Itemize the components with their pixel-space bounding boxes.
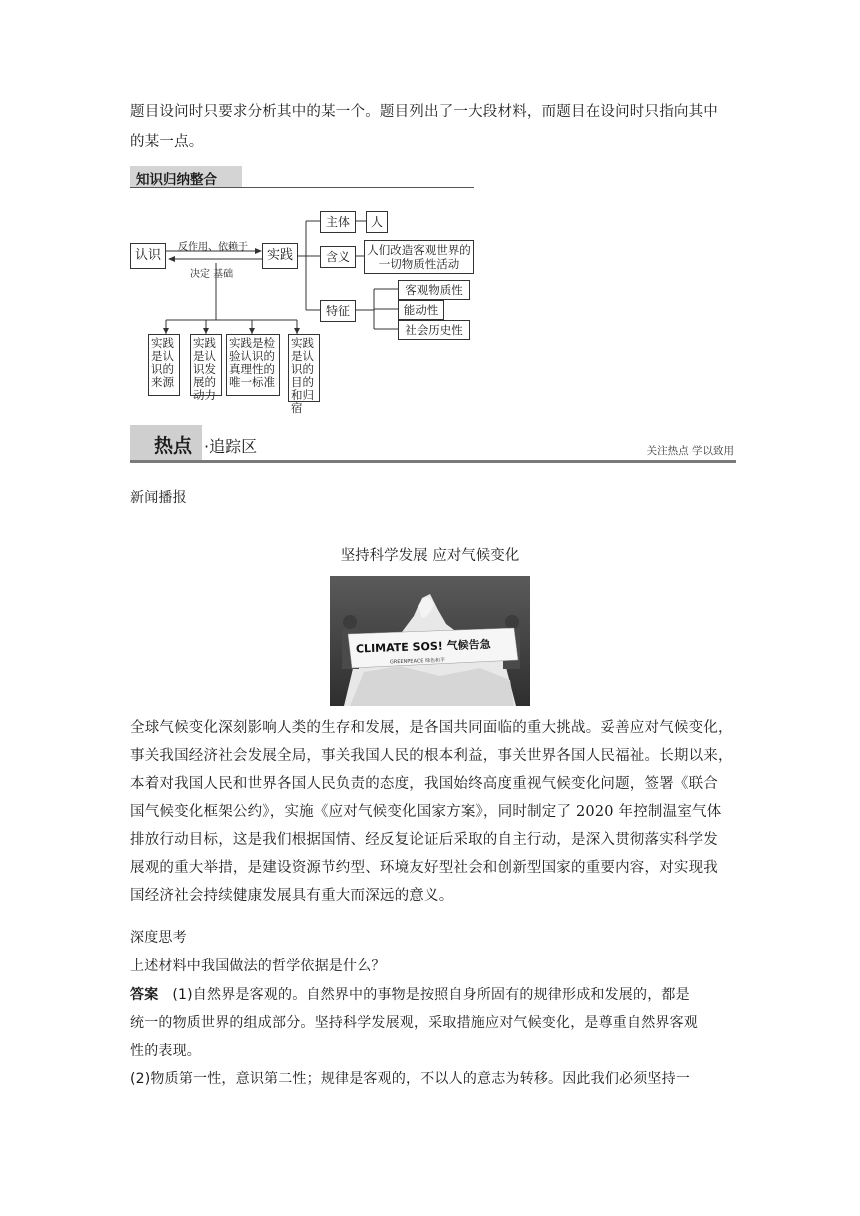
news-photo: [330, 576, 530, 706]
body-line-3: 本着对我国人民和世界各国人民负责的态度，我国始终高度重视气候变化问题，签署《联合: [130, 776, 718, 792]
news-label: 新闻播报: [130, 490, 187, 506]
hot-section-header: [130, 425, 736, 463]
answer-p1-line2: 统一的物质世界的组成部分。坚持科学发展观，采取措施应对气候变化，是尊重自然界客观: [130, 1015, 698, 1031]
body-line-2: 事关我国经济社会发展全局，事关我国人民的根本利益，事关世界各国人民福祉。长期以来，: [130, 748, 733, 764]
body-line-5: 排放行动目标，这是我们根据国情、经反复论证后采取的自主行动，是深入贯彻落实科学发: [130, 832, 718, 848]
zhuti-box: 主体: [320, 211, 356, 233]
intro-line-1: 题目设问时只要求分析其中的某一个。题目列出了一大段材料，而题目在设问时只指向其中: [130, 104, 718, 120]
banner-text: CLIMATE SOS! 气候告急: [355, 637, 491, 656]
hanyi-definition-box: 人们改造客观世界的一切物质性活动: [364, 240, 474, 274]
renshi-box: 认识: [130, 243, 166, 269]
feature-initiative-box: 能动性: [398, 300, 444, 320]
body-line-4: 国气候变化框架公约》，实施《应对气候变化国家方案》，同时制定了 2020 年控制温室气体: [130, 804, 722, 820]
diagram-connectors: [0, 0, 860, 420]
hot-subtitle: ·追踪区: [204, 437, 258, 456]
tezheng-box: 特征: [320, 300, 356, 322]
banner-subtext: GREENPEACE 绿色和平: [389, 657, 446, 666]
arrow-label-top: 反作用、依赖于: [178, 242, 248, 253]
article-title: 坚持科学发展 应对气候变化: [340, 548, 520, 564]
body-line-7: 国经济社会持续健康发展具有重大而深远的意义。: [130, 888, 454, 904]
feature-historical-box: 社会历史性: [398, 320, 470, 340]
answer-label: 答案: [130, 987, 159, 1003]
body-line-6: 展观的重大举措，是建设资源节约型、环境友好型社会和创新型国家的重要内容，对实现我: [130, 860, 718, 876]
article-body: [130, 714, 742, 910]
hot-tagline: 关注热点 学以致用: [646, 445, 734, 457]
deep-label: 深度思考: [130, 930, 187, 946]
arrow-label-bottom: 决定 基础: [190, 269, 234, 280]
ren-box: 人: [366, 211, 388, 233]
hanyi-box: 含义: [320, 246, 356, 268]
answer-p2-line1: (2)物质第一性，意识第二性；规律是客观的，不以人的意志为转移。因此我们必须坚持一: [130, 1071, 691, 1087]
practice-criterion-box: 实践是检验认识的真理性的唯一标准: [226, 334, 280, 396]
shijian-box: 实践: [262, 243, 298, 269]
intro-line-2: 的某一点。: [130, 134, 204, 150]
practice-purpose-box: 实践是认识的目的和归宿: [288, 334, 320, 402]
knowledge-header-title: 知识归纳整合: [136, 172, 217, 188]
practice-motive-box: 实践是认识发展的动力: [190, 334, 222, 396]
feature-objective-box: 客观物质性: [398, 280, 470, 300]
body-line-1: 全球气候变化深刻影响人类的生存和发展，是各国共同面临的重大挑战。妥善应对气候变化，: [130, 720, 733, 736]
hot-title: 热点: [154, 435, 193, 457]
concept-diagram: [0, 0, 860, 420]
answer-p1-line3: 性的表现。: [130, 1043, 201, 1059]
answer-block: [130, 981, 742, 1093]
question-text: 上述材料中我国做法的哲学依据是什么？: [130, 958, 386, 974]
answer-p1-line1: (1)自然界是客观的。自然界中的事物是按照自身所固有的规律形成和发展的，都是: [172, 987, 690, 1003]
practice-source-box: 实践是认识的来源: [148, 334, 180, 396]
